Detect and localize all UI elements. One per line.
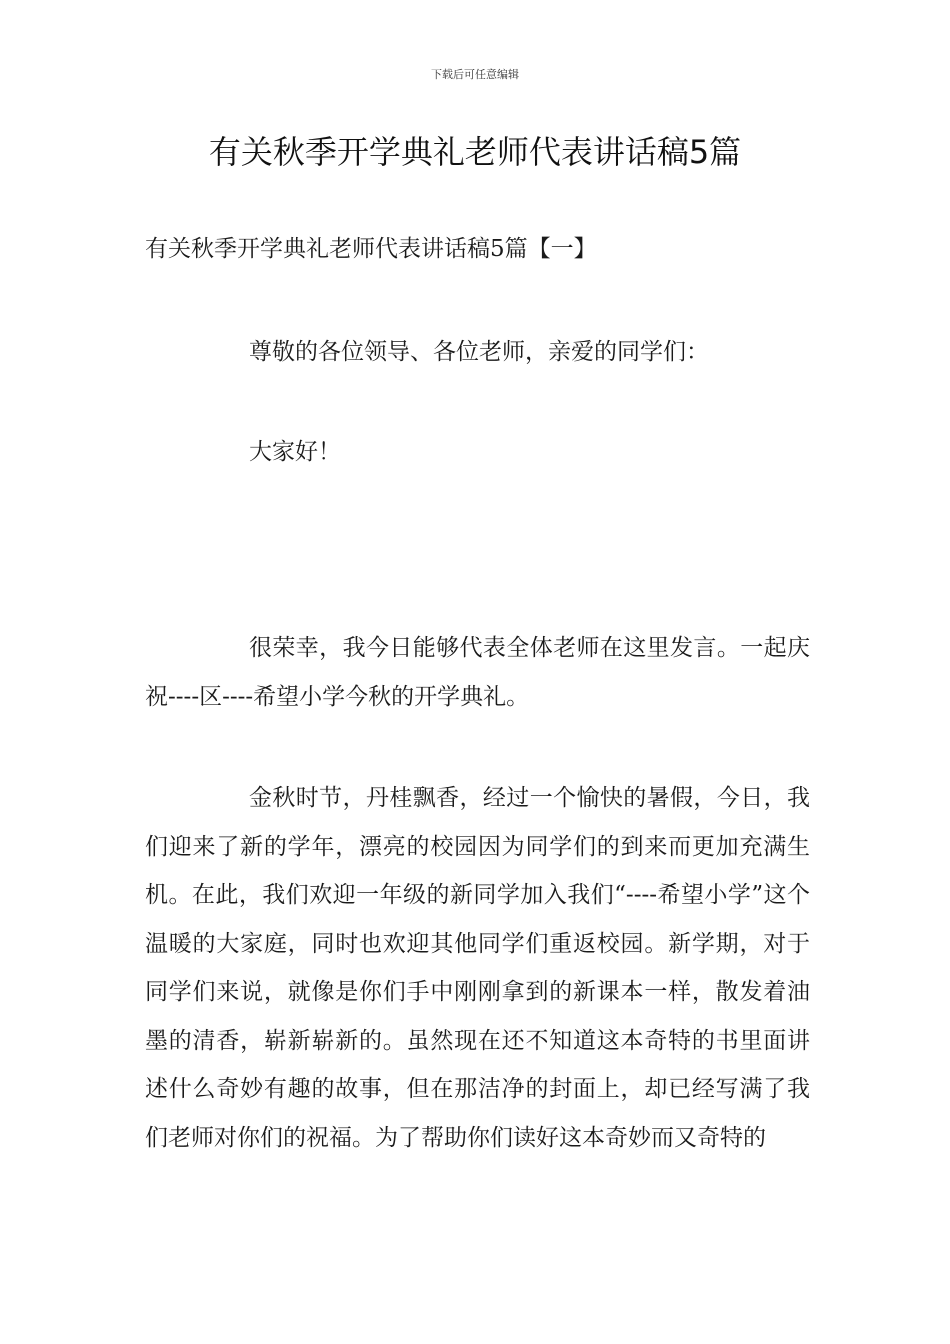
body-paragraph-1: 很荣幸，我今日能够代表全体老师在这里发言。一起庆祝----区----希望小学今秋的开学典礼。: [145, 635, 810, 710]
hello-paragraph: 大家好！: [249, 439, 341, 465]
header-note: 下载后可任意编辑: [431, 68, 519, 81]
document-title: 有关秋季开学典礼老师代表讲话稿5篇: [208, 133, 742, 171]
body-paragraph-2: 金秋时节，丹桂飘香，经过一个愉快的暑假，今日，我们迎来了新的学年，漂亮的校园因为同学们的到来而更加充满生机。在此，我们欢迎一年级的新同学加入我们“----希望小学”这个温暖的大家庭，同时也欢迎其他同学们重返校园。新学期，对于同学们来说，就像是你们手中刚刚拿到的新课本一样，散发着油墨的清香，崭新崭新的。虽然现在还不知道这本奇特的书里面讲述什么奇妙有趣的故事，但在那洁净的封面上，却已经写满了我们老师对你们的祝福。为了帮助你们读好这本奇妙而又奇特的: [145, 785, 810, 1151]
greeting-paragraph: 尊敬的各位领导、各位老师，亲爱的同学们：: [249, 339, 709, 365]
section-heading: 有关秋季开学典礼老师代表讲话稿5篇【一】: [145, 236, 597, 262]
